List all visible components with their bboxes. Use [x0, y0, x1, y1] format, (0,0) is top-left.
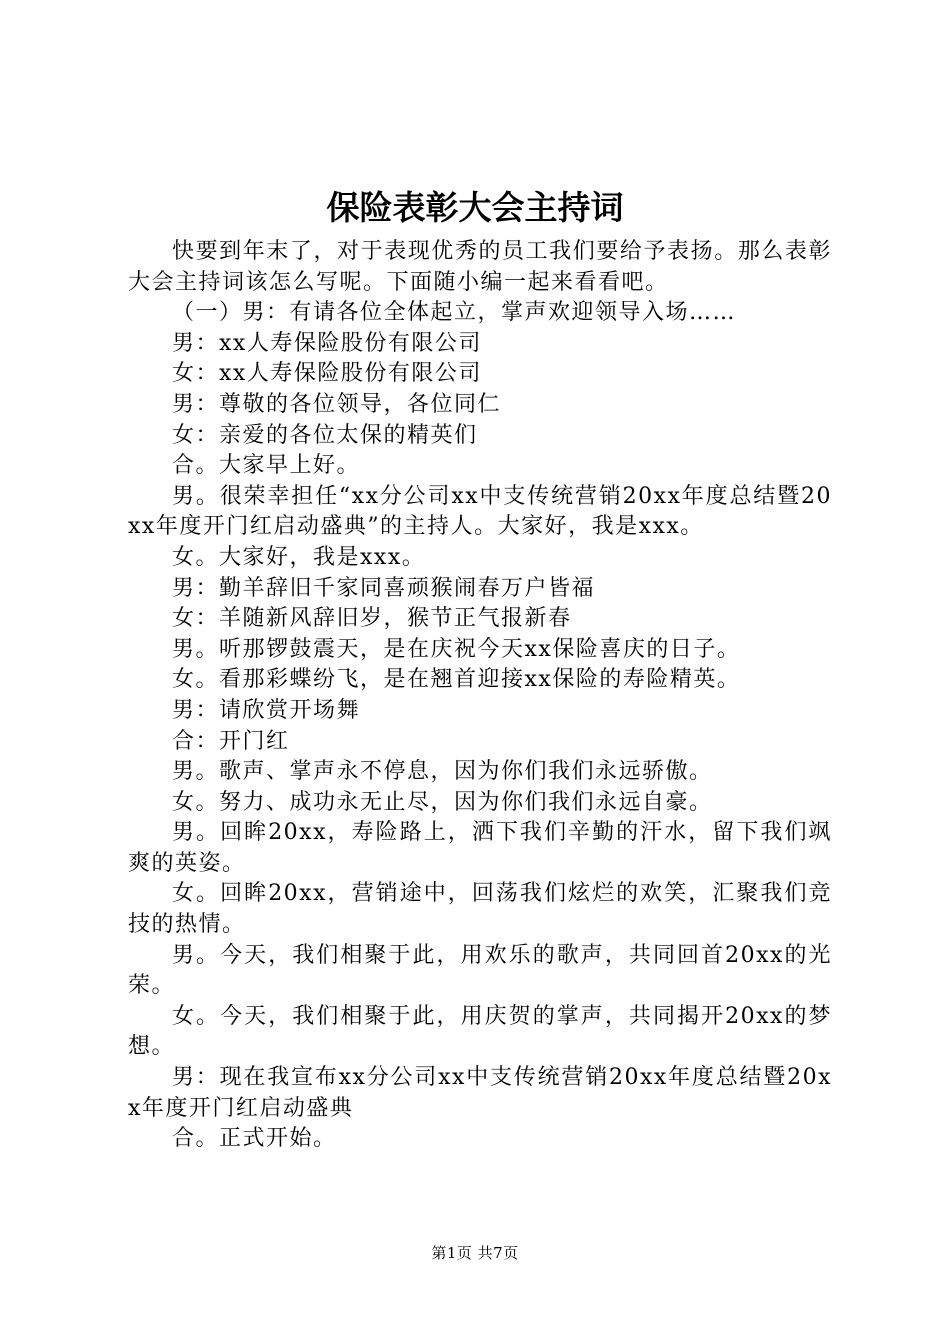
paragraph: 合。大家早上好。	[172, 453, 361, 479]
document-title: 保险表彰大会主持词	[326, 188, 624, 227]
paragraph: 男：xx人寿保险股份有限公司	[172, 330, 482, 356]
paragraph: 女。大家好，我是xxx。	[172, 544, 426, 570]
paragraph: 女。回眸20xx，营销途中，回荡我们炫烂的欢笑，汇聚我们竞技的热情。	[128, 881, 832, 938]
paragraph: 男。很荣幸担任“xx分公司xx中支传统营销20xx年度总结暨20xx年度开门红启动盛典”的主持人。大家好，我是xxx。	[128, 483, 832, 540]
paragraph: 男。回眸20xx，寿险路上，洒下我们辛勤的汗水，留下我们飒爽的英姿。	[128, 820, 832, 876]
paragraph: 男。歌声、掌声永不停息，因为你们我们永远骄傲。	[172, 759, 713, 785]
page-number-footer: 第1页 共7页	[431, 1244, 519, 1262]
paragraph: 合。正式开始。	[172, 1126, 337, 1152]
paragraph: （一）男：有请各位全体起立，掌声欢迎领导入场……	[172, 300, 737, 326]
document-body	[128, 237, 832, 1155]
paragraph: 女：xx人寿保险股份有限公司	[172, 361, 482, 387]
paragraph: 男：请欣赏开场舞	[172, 697, 361, 723]
paragraph: 男。今天，我们相聚于此，用欢乐的歌声，共同回首20xx的光荣。	[128, 942, 832, 999]
paragraph-intro: 快要到年末了，对于表现优秀的员工我们要给予表扬。那么表彰大会主持词该怎么写呢。下面随小编一起来看看吧。	[128, 239, 832, 295]
paragraph: 男。听那锣鼓震天，是在庆祝今天xx保险喜庆的日子。	[172, 636, 741, 662]
paragraph: 男：现在我宣布xx分公司xx中支传统营销20xx年度总结暨20xx年度开门红启动盛典	[128, 1065, 832, 1121]
paragraph: 男：勤羊辞旧千家同喜顽猴闹春万户皆福	[172, 575, 596, 601]
paragraph: 女：亲爱的各位太保的精英们	[172, 422, 478, 448]
paragraph: 女。看那彩蝶纷飞，是在翘首迎接xx保险的寿险精英。	[172, 667, 741, 693]
paragraph: 合：开门红	[172, 728, 290, 754]
paragraph: 女。今天，我们相聚于此，用庆贺的掌声，共同揭开20xx的梦想。	[128, 1003, 832, 1060]
paragraph: 女：羊随新风辞旧岁，猴节正气报新春	[172, 606, 572, 632]
paragraph: 女。努力、成功永无止尽，因为你们我们永远自豪。	[172, 789, 713, 815]
paragraph: 男：尊敬的各位领导，各位同仁	[172, 391, 502, 417]
